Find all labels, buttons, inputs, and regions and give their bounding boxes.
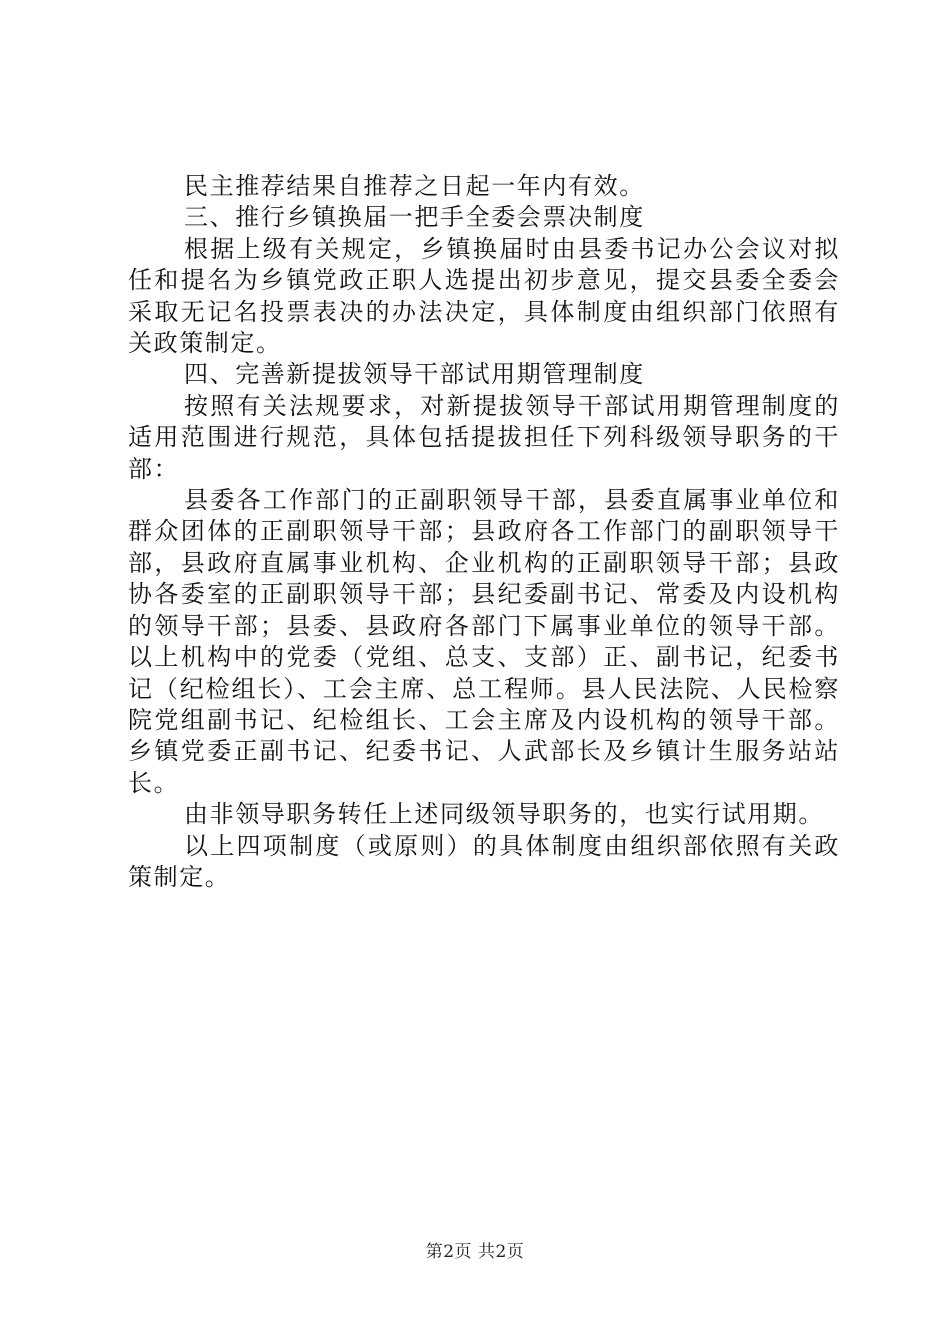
paragraph-position-list: 县委各工作部门的正副职领导干部，县委直属事业单位和群众团体的正副职领导干部；县政府各工作部门的副职领导干部，县政府直属事业机构、企业机构的正副职领导干部；县政协各委室的正副职领导干部；县纪委副书记、常委及内设机构的领导干部；县委、县政府各部门下属事业单位的领导干部。以上机构中的党委（党组、总支、支部）正、副书记，纪委书记（纪检组长）、工会主席、总工程师。县人民法院、人民检察院党组副书记、纪检组长、工会主席及内设机构的领导干部。乡镇党委正副书记、纪委书记、人武部长及乡镇计生服务站站长。 [128, 486, 840, 797]
page-footer: 第2页 共2页 [425, 1242, 525, 1262]
section-heading-4: 四、完善新提拔领导干部试用期管理制度 [184, 360, 645, 389]
paragraph-voting-rule: 根据上级有关规定，乡镇换届时由县委书记办公会议对拟任和提名为乡镇党政正职人选提出初步意见，提交县委全委会采取无记名投票表决的办法决定，具体制度由组织部门依照有关政策制定。 [128, 234, 840, 358]
section-heading-3: 三、推行乡镇换届一把手全委会票决制度 [184, 203, 645, 232]
paragraph-non-leader-transfer: 由非领导职务转任上述同级领导职务的，也实行试用期。 [184, 800, 824, 829]
paragraph-probation-scope: 按照有关法规要求，对新提拔领导干部试用期管理制度的适用范围进行规范，具体包括提拔担任下列科级领导职务的干部： [128, 391, 840, 483]
document-body [128, 171, 840, 893]
paragraph-recommendation-validity: 民主推荐结果自推荐之日起一年内有效。 [184, 172, 645, 200]
paragraph-closing: 以上四项制度（或原则）的具体制度由组织部依照有关政策制定。 [128, 831, 840, 891]
